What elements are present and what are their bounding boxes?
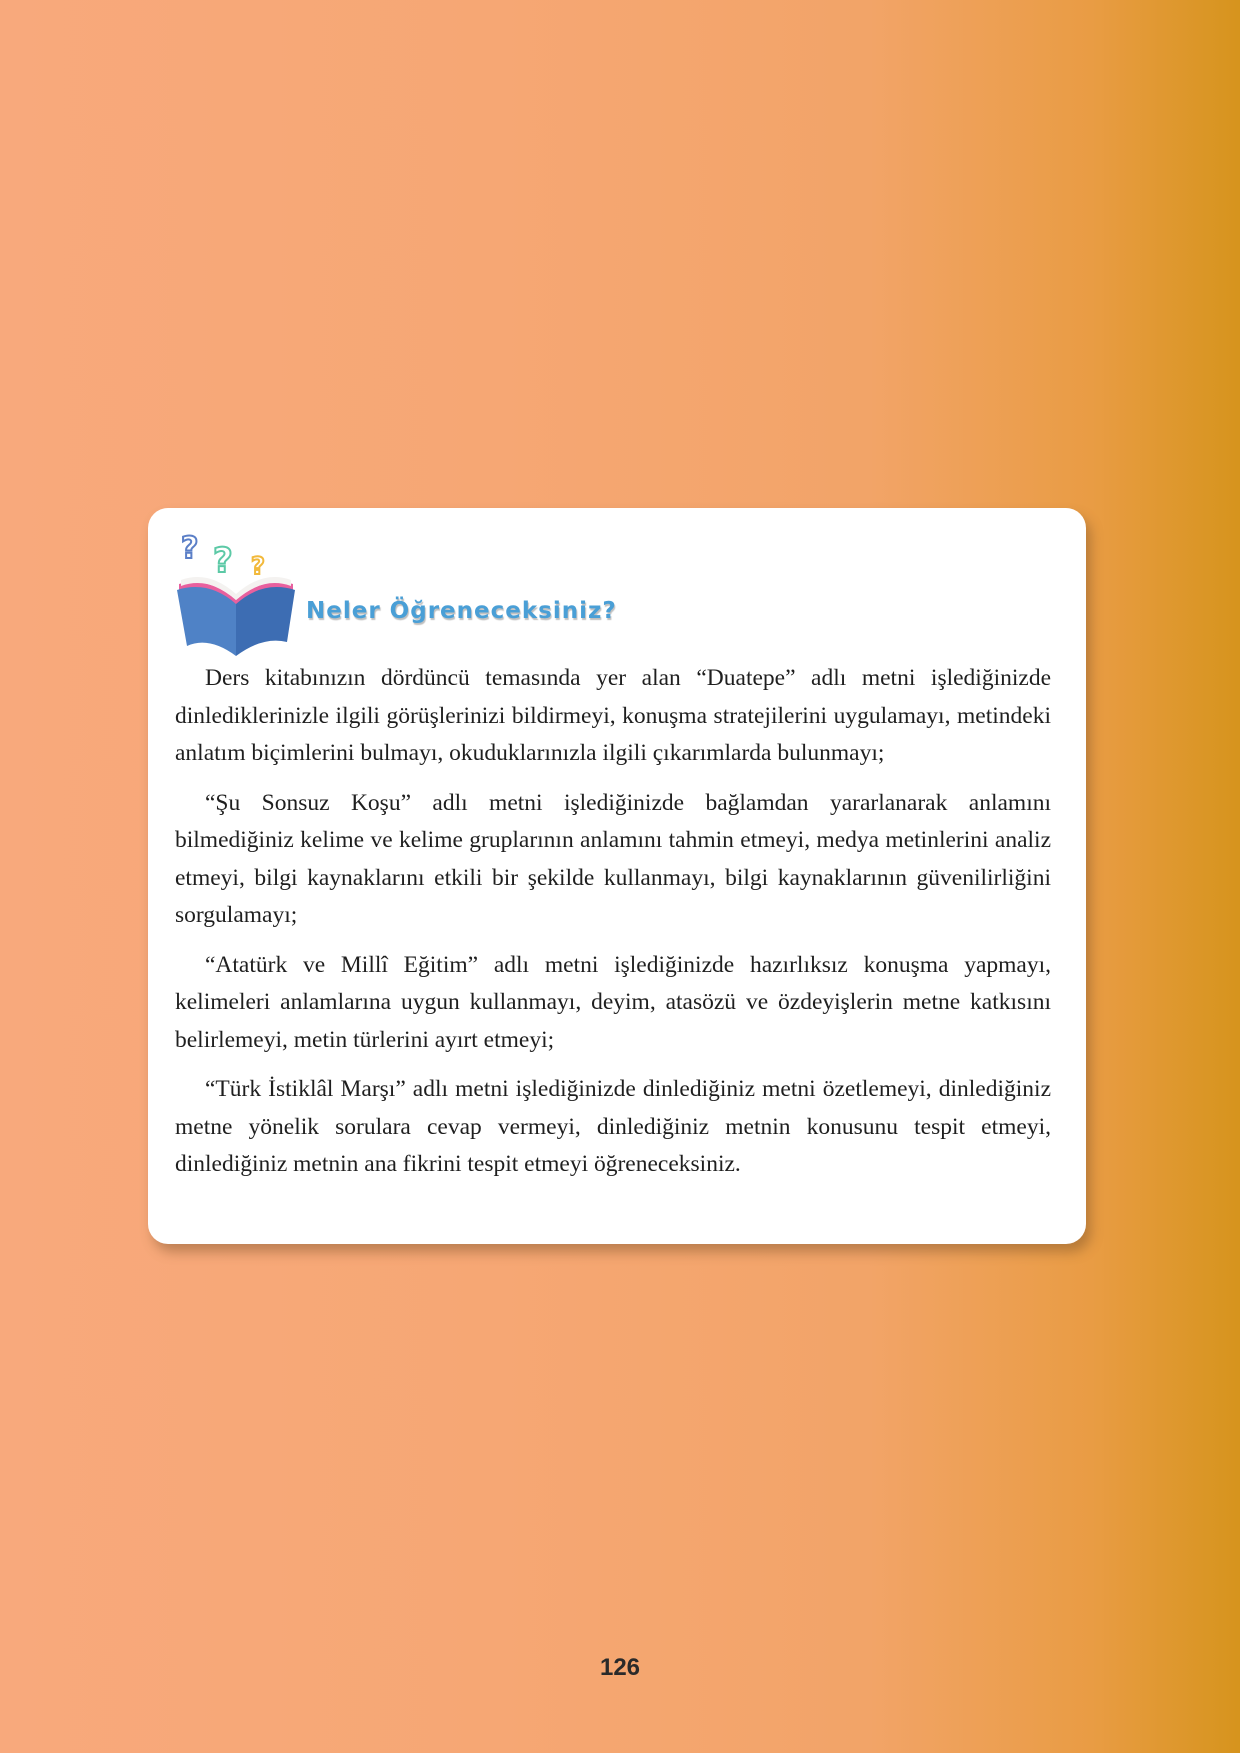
section-body	[175, 660, 1051, 1196]
svg-text:?: ?	[181, 531, 199, 566]
learning-goals-card	[148, 508, 1086, 1244]
svg-text:?: ?	[213, 541, 233, 581]
paragraph-ataturk-ve-milli-egitim: “Atatürk ve Millî Eğitim” adlı metni işlediğinizde hazırlıksız konuşma yapmayı, kelimeleri anlamlarına uygun kullanmayı, deyim, atasözü ve özdeyişlerin metne katkısını belirlemeyi, metin türlerini ayırt etmeyi;	[175, 951, 1051, 1053]
svg-text:?: ?	[251, 552, 265, 580]
open-book-with-question-marks-icon	[173, 524, 299, 658]
paragraph-duatepe: Ders kitabınızın dördüncü temasında yer alan “Duatepe” adlı metni işlediğinizde dinlediklerinizle ilgili görüşlerinizi bildirmeyi, konuşma stratejilerini uygulamayı, metindeki anlatım biçimlerini bulmayı, okuduklarınızla ilgili çıkarımlarda bulunmayı;	[175, 665, 1051, 766]
page-number: 126	[599, 1654, 641, 1681]
paragraph-turk-istiklal-marsi: “Türk İstiklâl Marşı” adlı metni işlediğinizde dinlediğiniz metni özetlemeyi, dinlediğiniz metne yönelik sorulara cevap vermeyi, dinlediğiniz metnin konusunu tespit etmeyi, dinlediğiniz metnin ana fikrini tespit etmeyi öğreneceksiniz.	[175, 1076, 1051, 1177]
section-heading: Neler Öğreneceksiniz?	[306, 598, 617, 624]
paragraph-su-sonsuz-kosu: “Şu Sonsuz Koşu” adlı metni işlediğinizde bağlamdan yararlanarak anlamını bilmediğiniz kelime ve kelime gruplarının anlamını tahmin etmeyi, medya metinlerini analiz etmeyi, bilgi kaynaklarını etkili bir şekilde kullanmayı, bilgi kaynaklarının güvenilirliğini sorgulamayı;	[175, 789, 1051, 928]
